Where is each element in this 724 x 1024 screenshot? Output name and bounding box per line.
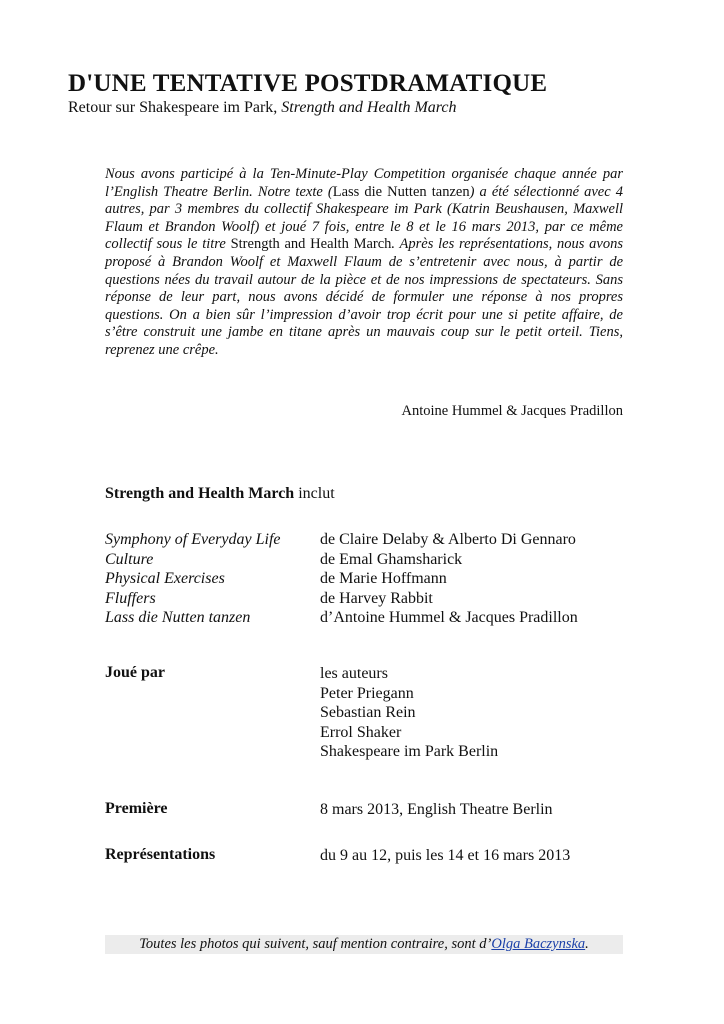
works-list	[105, 530, 625, 628]
subtitle-prefix: Retour sur Shakespeare im Park,	[68, 99, 282, 116]
work-author: de Claire Delaby & Alberto Di Gennaro	[320, 531, 576, 548]
photographer-link[interactable]: Olga Baczynska	[491, 936, 586, 952]
premiere-block	[105, 800, 625, 822]
photo-credit	[105, 935, 623, 954]
intro-show-title: Strength and Health March	[230, 236, 392, 253]
cast-list	[320, 664, 498, 762]
cast-member: Sebastian Rein	[320, 704, 416, 721]
cast-member: Shakespeare im Park Berlin	[320, 743, 499, 760]
photo-credit-end: .	[585, 936, 589, 952]
section-heading	[105, 485, 335, 503]
photo-credit-text: Toutes les photos qui suivent, sauf mention contraire, sont d’	[139, 936, 492, 952]
cast-member: les auteurs	[320, 665, 388, 682]
section-heading-rest: inclut	[294, 485, 335, 502]
cast-member: Peter Priegann	[320, 684, 414, 702]
premiere-label: Première	[105, 800, 168, 817]
premiere-value: 8 mars 2013, English Theatre Berlin	[320, 801, 553, 818]
list-item	[105, 530, 625, 550]
intro-part-2: ) a été sélectionné avec 4 autres, par 3 membres du collectif Shakespeare im Park (Katrin Beushausen, Maxwell Flaum et Brandon Woolf) et joué 7 fois, entre le 8 et le 16 mars 2013, par ce même collectif sous le titre	[105, 183, 624, 253]
work-title: Culture	[105, 550, 154, 568]
work-author: de Emal Ghamsharick	[320, 550, 463, 568]
cast-member: Errol Shaker	[320, 723, 402, 741]
list-item	[105, 608, 625, 628]
performances-block	[105, 846, 625, 868]
intro-paragraph	[105, 166, 623, 360]
work-author: d’Antoine Hummel & Jacques Pradillon	[320, 609, 578, 626]
performances-label: Représentations	[105, 846, 216, 863]
work-title: Fluffers	[105, 589, 156, 607]
work-title: Lass die Nutten tanzen	[105, 609, 251, 626]
intro-play-title: Lass die Nutten tanzen	[332, 183, 470, 200]
list-item	[105, 569, 625, 589]
work-title: Symphony of Everyday Life	[105, 531, 281, 548]
signature: Antoine Hummel & Jacques Pradillon	[401, 403, 623, 419]
cast-block	[105, 664, 625, 764]
intro-part-1: Nous avons participé à la Ten-Minute-Play Competition organisée chaque année par l’English Theatre Berlin. Notre texte (	[105, 166, 623, 200]
cast-label: Joué par	[105, 664, 165, 681]
work-author: de Harvey Rabbit	[320, 589, 433, 607]
list-item	[105, 550, 625, 570]
page-subtitle	[68, 99, 457, 117]
list-item	[105, 589, 625, 609]
performances-value: du 9 au 12, puis les 14 et 16 mars 2013	[320, 847, 571, 864]
page-title: D'UNE TENTATIVE POSTDRAMATIQUE	[68, 70, 548, 97]
section-heading-bold: Strength and Health March	[105, 485, 295, 502]
work-title: Physical Exercises	[105, 570, 225, 587]
intro-part-3: . Après les représentations, nous avons proposé à Brandon Woolf et Maxwell Flaum de s’entretenir avec nous, à partir de questions nées du travail autour de la pièce et de nos impressions de spectateurs. Sans réponse de leur part, nous avons décidé de formuler une réponse à nos propres questions. On a bien sûr l’impression d’avoir trop écrit pour une si petite affaire, de s’être construit une jambe en titane après un mauvais coup sur le petit orteil. Tiens, reprenez une crêpe.	[105, 236, 623, 358]
subtitle-italic: Strength and Health March	[281, 99, 457, 116]
work-author: de Marie Hoffmann	[320, 570, 447, 587]
